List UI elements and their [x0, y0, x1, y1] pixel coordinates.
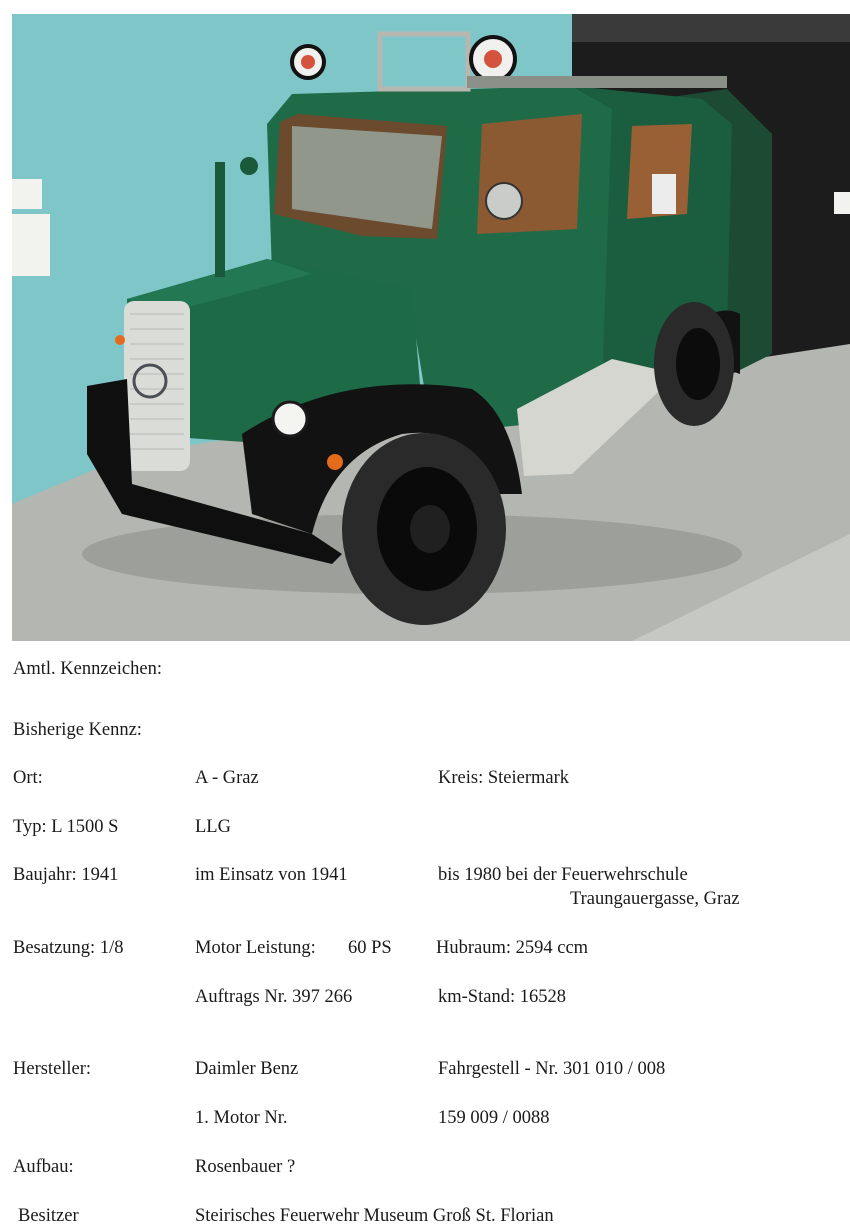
bisherige-kennz-label: Bisherige Kennz: [13, 720, 142, 740]
typ-label: Typ: L 1500 S [13, 817, 119, 837]
motor-leistung-value: 60 PS [348, 938, 392, 958]
motor-nr-value: 159 009 / 0088 [438, 1108, 550, 1128]
bis-line-2: Traungauergasse, Graz [570, 889, 740, 909]
auftrags-nr: Auftrags Nr. 397 266 [195, 987, 353, 1007]
besitzer-label: Besitzer [18, 1206, 79, 1226]
aufbau-value: Rosenbauer ? [195, 1157, 296, 1177]
motor-leistung-label: Motor Leistung: [195, 938, 316, 958]
hubraum-value: Hubraum: 2594 ccm [436, 938, 589, 958]
amtl-kennzeichen-label: Amtl. Kennzeichen: [13, 659, 162, 679]
hersteller-value: Daimler Benz [195, 1059, 299, 1079]
typ-value: LLG [195, 817, 231, 837]
besatzung-label: Besatzung: 1/8 [13, 938, 124, 958]
bis-line-1: bis 1980 bei der Feuerwehrschule [438, 865, 688, 885]
ort-value: A - Graz [195, 768, 259, 788]
fahrgestell-nr: Fahrgestell - Nr. 301 010 / 008 [438, 1059, 666, 1079]
kreis-value: Kreis: Steiermark [438, 768, 569, 788]
besitzer-value: Steirisches Feuerwehr Museum Groß St. Florian [195, 1206, 554, 1226]
motor-nr-label: 1. Motor Nr. [195, 1108, 288, 1128]
fire-truck-illustration [12, 14, 850, 641]
aufbau-label: Aufbau: [13, 1157, 74, 1177]
km-stand: km-Stand: 16528 [438, 987, 566, 1007]
hersteller-label: Hersteller: [13, 1059, 92, 1079]
vehicle-photo [12, 14, 850, 641]
baujahr-label: Baujahr: 1941 [13, 865, 119, 885]
ort-label: Ort: [13, 768, 43, 788]
einsatz-von: im Einsatz von 1941 [195, 865, 348, 885]
